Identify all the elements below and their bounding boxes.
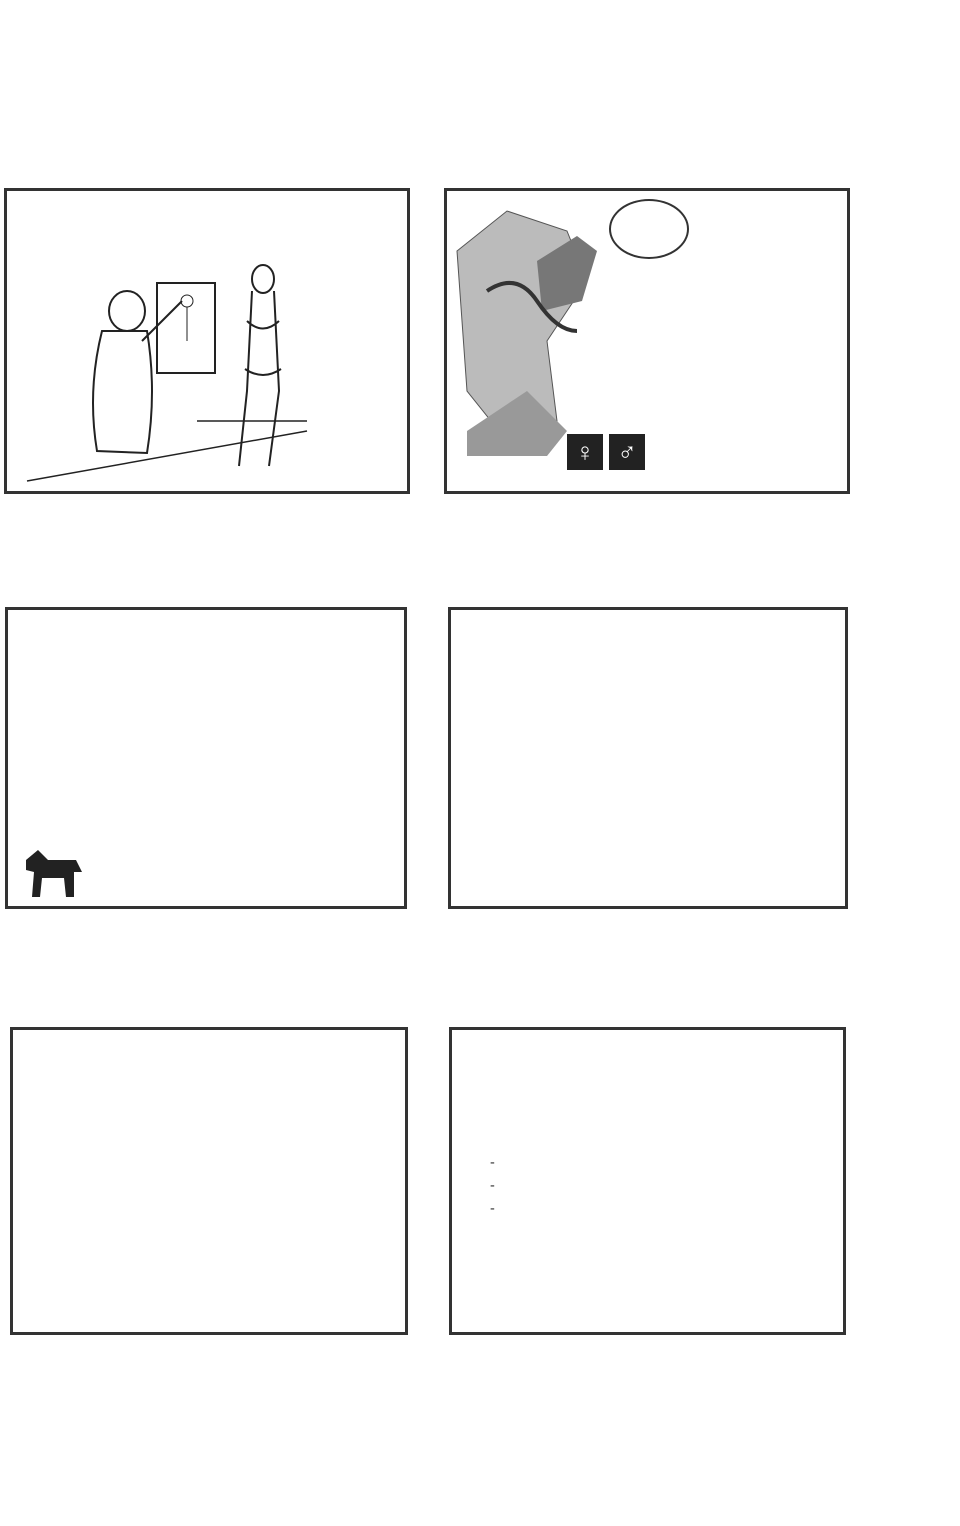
- slide-vad: [448, 607, 848, 909]
- male-symbol-icon: ♂: [609, 434, 645, 470]
- list-item: [490, 1175, 495, 1198]
- slide-jamstalldhet: [449, 1027, 846, 1335]
- female-symbol-icon: ♀: [567, 434, 603, 470]
- list-item: [490, 1198, 495, 1221]
- handwritten-stamp: [717, 0, 960, 103]
- jamstalldhet-list: [490, 1152, 495, 1221]
- slide-jamlikhet: [10, 1027, 408, 1335]
- slide-cartoon: [4, 188, 410, 494]
- list-item: [490, 1152, 495, 1175]
- speech-bubble: [609, 199, 689, 259]
- dala-horse-icon: [18, 842, 88, 902]
- slide-title: [444, 188, 850, 494]
- cartoon-drawing: [7, 191, 407, 491]
- slide-uppdrag: [5, 607, 407, 909]
